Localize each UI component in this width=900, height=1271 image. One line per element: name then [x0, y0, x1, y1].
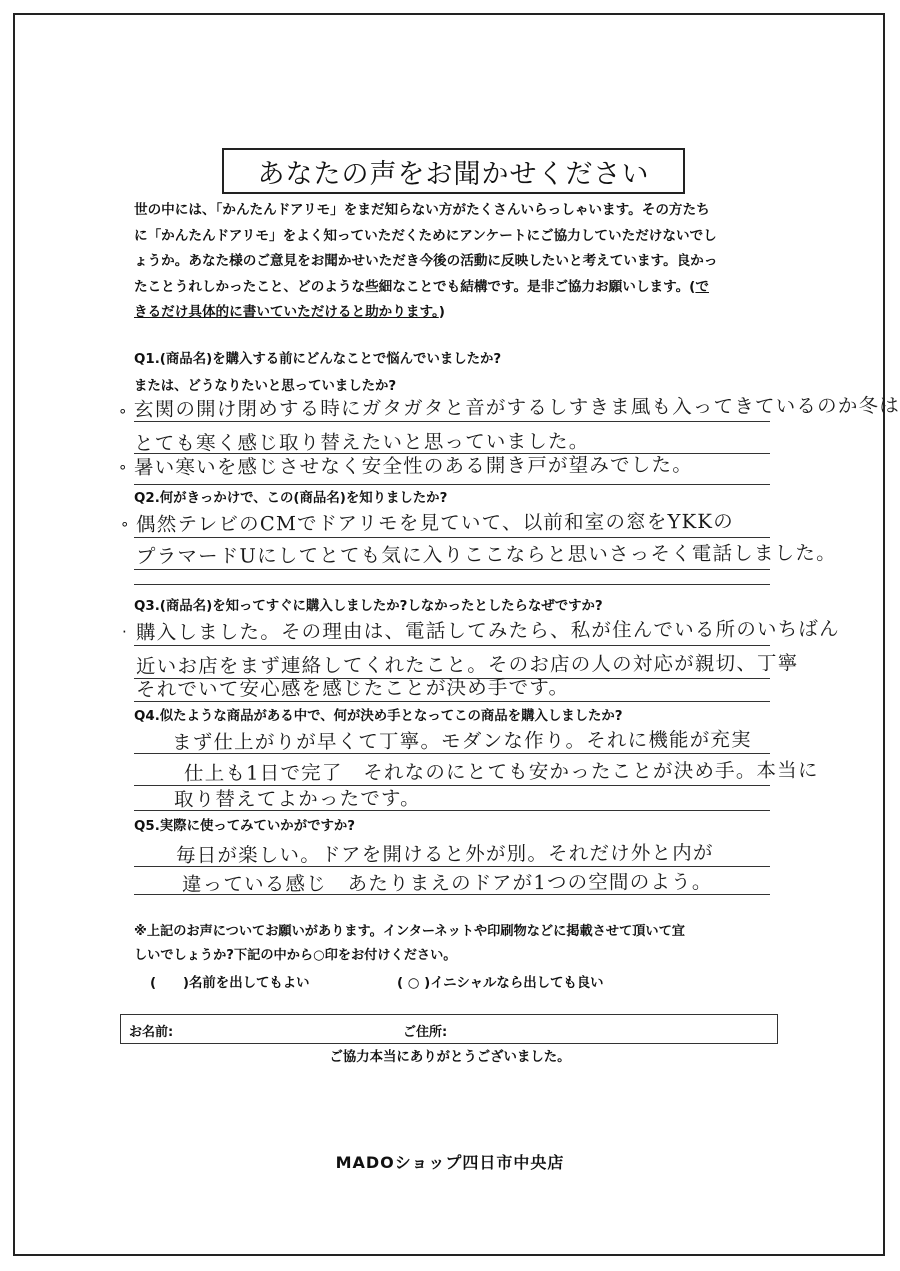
answer-rule: [134, 810, 770, 811]
name-label: お名前:: [129, 1025, 174, 1040]
option-name-ok[interactable]: ( )名前を出してもよい: [150, 976, 310, 991]
name-address-box: [120, 1014, 778, 1044]
question-5: Q5.実際に使ってみていかがですか?: [134, 819, 356, 834]
question-1: Q1.(商品名)を購入する前にどんなことで悩んでいましたか?: [134, 352, 502, 367]
publication-request-line: ※上記のお声についてお願いがあります。インターネットや印刷物などに掲載させて頂いて宜: [134, 924, 685, 939]
handwritten-answer: 偶然テレビのCMでドアリモを見ていて、以前和室の窓をYKKの: [135, 509, 734, 536]
page-title: あなたの声をお聞かせください: [222, 148, 685, 194]
bullet-icon: ∘: [120, 515, 130, 533]
option-paren: (: [397, 976, 404, 991]
answer-rule: [134, 894, 770, 895]
handwritten-answer: それでいて安心感を感じたことが決め手です。: [135, 675, 570, 701]
answer-rule: [134, 701, 770, 702]
handwritten-answer: 毎日が楽しい。ドアを開けると外が別。それだけ外と内が: [175, 841, 714, 867]
intro-line: に「かんたんドアリモ」をよく知っていただくためにアンケートにご協力していただけないでし: [134, 227, 717, 244]
bullet-icon: ∘: [118, 402, 128, 420]
intro-text: [134, 198, 774, 326]
answer-rule: [134, 753, 770, 754]
intro-line: ょうか。あなた様のご意見をお聞かせいただき今後の活動に反映したいと考えています。良かっ: [134, 253, 718, 269]
intro-line: 世の中には、「かんたんドアリモ」をまだ知らない方がたくさんいらっしゃいます。その方たち: [134, 202, 710, 218]
address-label: ご住所:: [403, 1025, 448, 1040]
answer-rule: [134, 584, 770, 585]
question-1-sub: または、どうなりたいと思っていましたか?: [134, 379, 397, 394]
question-2: Q2.何がきっかけで、この(商品名)を知りましたか?: [134, 491, 448, 506]
intro-line-text: たことうれしかったこと、どのような些細なことでも結構です。是非ご協力お願いします。(: [134, 278, 696, 295]
option-label: )イニシャルなら出しても良い: [424, 976, 604, 991]
answer-rule: [134, 569, 770, 570]
bullet-icon: ·: [122, 623, 127, 641]
handwritten-answer: 取り替えてよかったです。: [173, 786, 421, 811]
option-initials-ok[interactable]: [397, 972, 604, 991]
shop-name: MADOショップ四日市中央店: [335, 1153, 565, 1172]
intro-underlined-text: で: [695, 278, 709, 295]
handwritten-answer: とても寒く感じ取り替えたいと思っていました。: [133, 429, 590, 455]
handwritten-answer: 仕上も1日で完了 それなのにとても安かったことが決め手。本当に: [183, 758, 819, 785]
answer-rule: [134, 645, 770, 646]
handwritten-answer: 暑い寒いを感じさせなく安全性のある開き戸が望みでした。: [133, 453, 693, 479]
handwritten-answer: 購入しました。その理由は、電話してみたら、私が住んでいる所のいちばん: [135, 617, 840, 644]
answer-rule: [134, 421, 770, 422]
intro-line: [134, 275, 774, 301]
answer-rule: [134, 484, 770, 485]
handwritten-answer: プラマードUにしてとても気に入りここならと思いさっそく電話しました。: [135, 541, 837, 568]
handwritten-answer: まず仕上がりが早くて丁寧。モダンな作り。それに機能が充実: [171, 727, 752, 754]
intro-line: [134, 300, 774, 326]
question-4: Q4.似たような商品がある中で、何が決め手となってこの商品を購入しましたか?: [134, 709, 623, 724]
intro-underlined-text: きるだけ具体的に書いていただけると助かります。: [134, 304, 439, 320]
thanks-message: ご協力本当にありがとうございました。: [329, 1050, 571, 1065]
intro-line-text: ): [438, 304, 445, 320]
handwritten-answer: 玄関の開け閉めする時にガタガタと音がするしすきま風も入ってきているのか冬は: [133, 393, 900, 421]
handwritten-answer: 違っている感じ あたりまえのドアが1つの空間のよう。: [181, 870, 713, 896]
publication-request-line: しいでしょうか?下記の中から○印をお付けください。: [134, 948, 457, 963]
handwritten-answer: 近いお店をまず連絡してくれたこと。そのお店の人の対応が親切、丁寧: [135, 651, 799, 678]
circle-mark: ○: [407, 976, 420, 991]
question-3: Q3.(商品名)を知ってすぐに購入しましたか?しなかったとしたらなぜですか?: [134, 599, 603, 614]
bullet-icon: ∘: [118, 458, 128, 476]
